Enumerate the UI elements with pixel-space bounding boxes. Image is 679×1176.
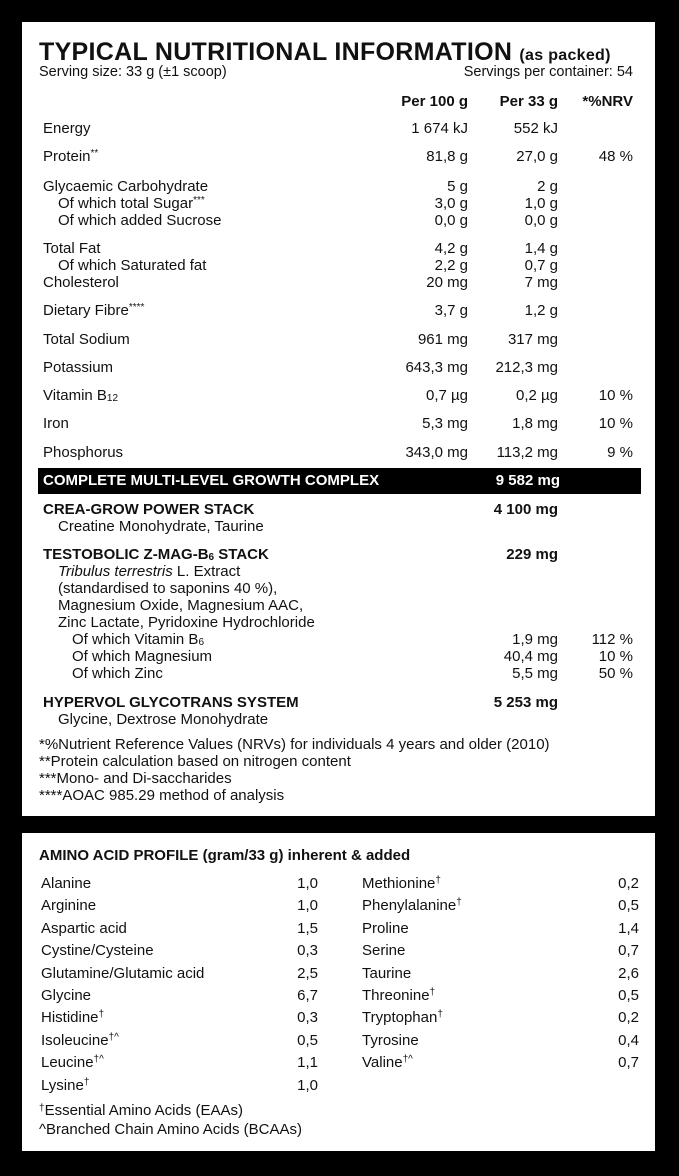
amino-value: 1,1 xyxy=(297,1054,318,1071)
amino-value: 0,5 xyxy=(618,987,639,1004)
nutrition-panel: TYPICAL NUTRITIONAL INFORMATION (as packed) Serving size: 33 g (±1 scoop) Servings per container: 54 Per 100 g Per 33 g *%NRV Energy 1 674 kJ 552 kJ Protein** 81,8 g 27,0 g 48 % Glycaemic Carbohydrate 5 g 2 g Of which total Sugar*** 3,0 g 1,0 g Of which added Sucrose 0,0 g 0,0 g Total Fat 4,2 g 1,4 g Of which Saturated fat 2,2 g 0,7 g Cholesterol 20 mg 7 mg Dietary Fibre**** 3,7 g 1,2 g Total Sodium 961 mg 317 mg Potassium 643,3 mg 212,3 mg Vitamin $B_{12}$ 0,7 µg 0,2 µg 10 % Iron 5,3 mg 1,8 mg 10 % Phosphorus 343,0 mg 113,2 mg 9 % COMPLETE MULTI-LEVEL GROWTH COMPLEX 9 582 mg CREA-GROW POWER STACK 4 100 mg Creatine Monohydrate, Taurine TESTOBOLIC $Z-MAG-B_6$ STACK 229 mg Tribulus terrestris L. Extract (standardised to saponins 40 %), Magnesium Oxide, Magnesium AAC, Zinc Lactate, Pyridoxine Hydrochloride Of which Vitamin $B_6$ 1,9 mg 112 % Of which Magnesium 40,4 mg 10 % Of which Zinc 5,5 mg 50 % HYPERVOL GLYCOTRANS SYSTEM 5 253 mg Glycine, Dextrose Monohydrate *%Nutrient Reference Values (NRVs) for individuals 4 years and older (2010) **Protein calculation based on nitrogen content ***Mono- and Di-saccharides ****AOAC 985.29 method of analysis xyxy=(22,22,655,816)
amino-value: 0,4 xyxy=(618,1032,639,1049)
footnote: *%Nutrient Reference Values (NRVs) for individuals 4 years and older (2010) xyxy=(39,736,550,753)
nutrient-label: Dietary Fibre**** xyxy=(43,302,145,319)
nutrient-label: Total Sodium xyxy=(43,331,130,348)
servings-per-container: Servings per container: 54 xyxy=(463,64,633,80)
amino-name: Proline xyxy=(362,920,409,937)
footnote: ****AOAC 985.29 method of analysis xyxy=(39,787,285,804)
panel-title: TYPICAL NUTRITIONAL INFORMATION (as packed) xyxy=(39,38,611,66)
amino-name: Glutamine/Glutamic acid xyxy=(41,965,205,982)
amino-value: 0,2 xyxy=(618,1009,639,1026)
amino-name: Threonine† xyxy=(362,987,436,1004)
amino-acid-panel xyxy=(22,833,655,1151)
amino-value: 1,5 xyxy=(297,920,318,937)
value-per-100g: 4,2 g xyxy=(434,240,468,257)
footnote: ***Mono- and Di-saccharides xyxy=(39,770,232,787)
amino-name: Tyrosine xyxy=(362,1032,419,1049)
value-per-100g: 643,3 mg xyxy=(405,359,468,376)
amino-value: 0,3 xyxy=(297,1009,318,1026)
footnote: **Protein calculation based on nitrogen content xyxy=(39,753,351,770)
amino-name: Glycine xyxy=(41,987,92,1004)
nutrient-label: Of which total Sugar*** xyxy=(58,195,205,212)
value-nrv: 10 % xyxy=(598,415,633,432)
value-per-100g: 961 mg xyxy=(417,331,468,348)
amino-value: 0,5 xyxy=(297,1032,318,1049)
value-per-33g: 27,0 g xyxy=(516,148,558,165)
amino-value: 1,4 xyxy=(618,920,639,937)
nutrient-label: Total Fat xyxy=(43,240,101,257)
value-per-33g: 317 mg xyxy=(507,331,558,348)
amino-value: 0,7 xyxy=(618,1054,639,1071)
amino-name: Alanine xyxy=(41,875,92,892)
crea-label: CREA-GROW POWER STACK xyxy=(43,501,255,518)
amino-title: AMINO ACID PROFILE (gram/33 g) inherent & added xyxy=(39,847,411,864)
value-per-100g: 3,7 g xyxy=(434,302,468,319)
amino-value: 0,2 xyxy=(618,875,639,892)
amino-name: Taurine xyxy=(362,965,412,982)
value-nrv: 10 % xyxy=(598,387,633,404)
amino-name: Cystine/Cysteine xyxy=(41,942,154,959)
complex-label: COMPLETE MULTI-LEVEL GROWTH COMPLEX xyxy=(43,472,380,489)
header-per-33g: Per 33 g xyxy=(499,93,558,110)
value-per-100g: 0,0 g xyxy=(434,212,468,229)
value-per-33g: 113,2 mg xyxy=(496,444,558,461)
hypervol-value: 5 253 mg xyxy=(493,694,558,711)
value-per-33g: 7 mg xyxy=(524,274,558,291)
complex-bar xyxy=(38,468,641,494)
hypervol-label: HYPERVOL GLYCOTRANS SYSTEM xyxy=(43,694,299,711)
amino-name: Leucine†^ xyxy=(41,1054,104,1071)
nutrient-label: Iron xyxy=(43,415,69,432)
value-per-100g: 3,0 g xyxy=(434,195,468,212)
crea-desc: Creatine Monohydrate, Taurine xyxy=(58,518,264,535)
amino-name: Phenylalanine† xyxy=(362,897,462,914)
nutrient-label: Potassium xyxy=(43,359,114,376)
value-per-33g: 1,8 mg xyxy=(512,415,558,432)
value-per-100g: 81,8 g xyxy=(426,148,468,165)
footnote-eaa: †Essential Amino Acids (EAAs) xyxy=(39,1102,243,1119)
testo-label: TESTOBOLIC $Z-MAG-B_6$ STACK xyxy=(43,546,269,563)
amino-name: Tryptophan† xyxy=(362,1009,443,1026)
hypervol-desc: Glycine, Dextrose Monohydrate xyxy=(58,711,269,728)
amino-name: Arginine xyxy=(41,897,97,914)
nutrient-label: Protein** xyxy=(43,148,99,165)
value-per-100g: 0,7 µg xyxy=(425,387,468,404)
nutrient-label: Cholesterol xyxy=(43,274,119,291)
amino-name: Histidine† xyxy=(41,1009,105,1026)
amino-name: Methionine† xyxy=(362,875,441,892)
value-per-33g: 0,2 µg xyxy=(515,387,558,404)
amino-value: 0,5 xyxy=(618,897,639,914)
crea-value: 4 100 mg xyxy=(493,501,558,518)
amino-value: 1,0 xyxy=(297,897,318,914)
nutrient-label: Of which Saturated fat xyxy=(58,257,207,274)
value-per-100g: 5 g xyxy=(447,178,468,195)
nutrient-label: Glycaemic Carbohydrate xyxy=(43,178,209,195)
value-per-33g: 0,7 g xyxy=(524,257,558,274)
value-per-100g: 20 mg xyxy=(426,274,468,291)
amino-value: 2,6 xyxy=(618,965,639,982)
amino-name: Valine†^ xyxy=(362,1054,413,1071)
amino-value: 0,7 xyxy=(618,942,639,959)
complex-value: 9 582 mg xyxy=(495,472,560,489)
nutrient-label: Phosphorus xyxy=(43,444,124,461)
amino-value: 6,7 xyxy=(297,987,318,1004)
amino-value: 0,3 xyxy=(297,942,318,959)
amino-value: 1,0 xyxy=(297,1077,318,1094)
nutrient-label: Of which added Sucrose xyxy=(58,212,222,229)
amino-name: Isoleucine†^ xyxy=(41,1032,119,1049)
amino-name: Lysine† xyxy=(41,1077,90,1094)
amino-name: Serine xyxy=(362,942,406,959)
nutrient-label: Energy xyxy=(43,120,91,137)
amino-value: 1,0 xyxy=(297,875,318,892)
value-per-100g: 2,2 g xyxy=(434,257,468,274)
amino-value: 2,5 xyxy=(297,965,318,982)
header-per-100g: Per 100 g xyxy=(401,93,468,110)
value-per-33g: 0,0 g xyxy=(524,212,558,229)
footnote-bcaa: ^Branched Chain Amino Acids (BCAAs) xyxy=(39,1121,302,1138)
testo-value: 229 mg xyxy=(506,546,558,563)
value-nrv: 9 % xyxy=(607,444,633,461)
nutrient-label: Vitamin $B_{12}$ xyxy=(43,387,119,404)
value-per-33g: 552 kJ xyxy=(513,120,558,137)
value-per-100g: 343,0 mg xyxy=(405,444,468,461)
value-per-33g: 1,4 g xyxy=(524,240,558,257)
value-per-100g: 5,3 mg xyxy=(422,415,468,432)
value-per-100g: 1 674 kJ xyxy=(411,120,468,137)
amino-name: Aspartic acid xyxy=(41,920,127,937)
serving-size: Serving size: 33 g (±1 scoop) xyxy=(39,64,227,80)
value-per-33g: 2 g xyxy=(537,178,558,195)
value-per-33g: 1,0 g xyxy=(524,195,558,212)
header-nrv: *%NRV xyxy=(582,93,633,110)
value-per-33g: 212,3 mg xyxy=(495,359,558,376)
title-suffix: (as packed) xyxy=(519,47,611,64)
value-per-33g: 1,2 g xyxy=(524,302,558,319)
value-nrv: 48 % xyxy=(598,148,633,165)
